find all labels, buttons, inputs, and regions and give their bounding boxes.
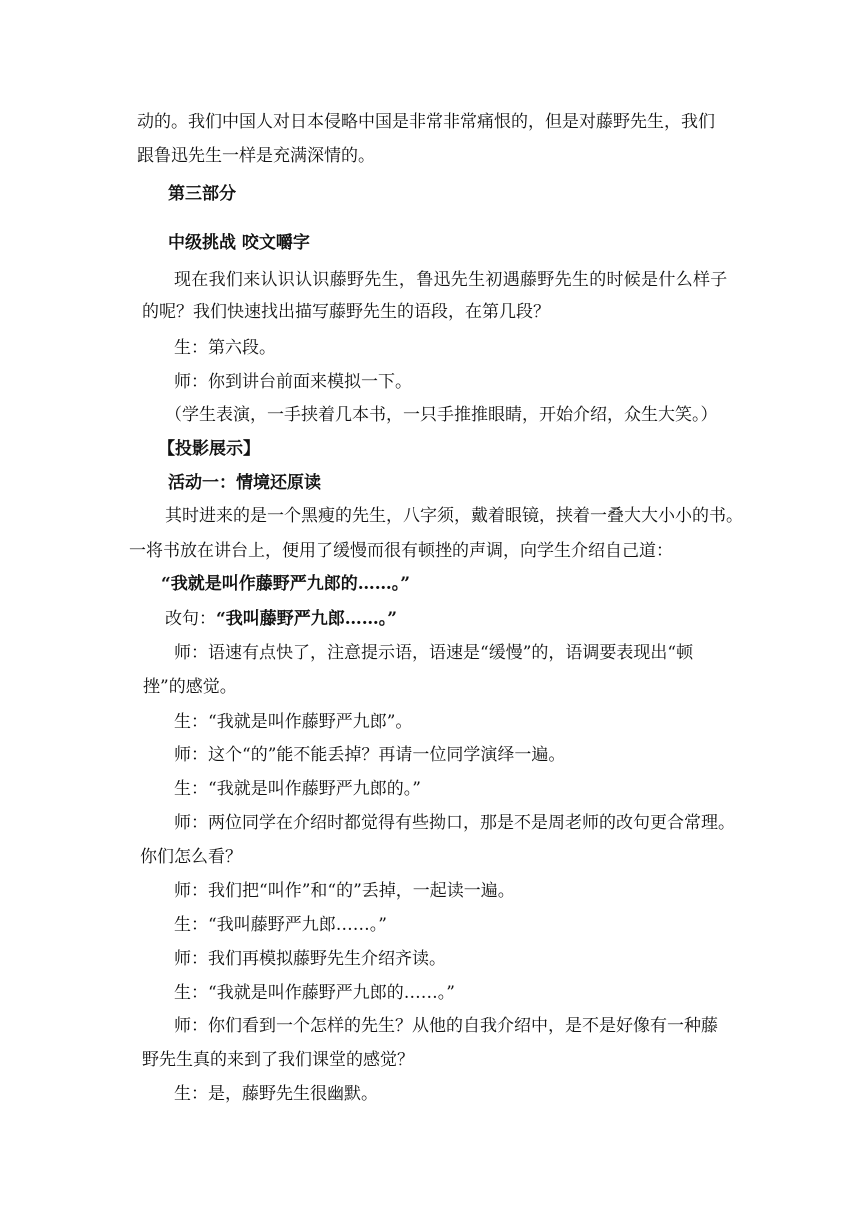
revised-sentence-line	[165, 608, 397, 630]
section-heading: 第三部分	[168, 184, 236, 204]
dialogue-line: 生：“我就是叫作藤野严九郎的。”	[174, 779, 421, 799]
dialogue-line: 师：语速有点快了，注意提示语，语速是“缓慢”的，语调要表现出“顿	[174, 643, 694, 663]
dialogue-line: 生：第六段。	[174, 338, 276, 358]
projection-heading: 【投影展示】	[158, 439, 260, 459]
paragraph-line: 的呢？我们快速找出描写藤野先生的语段，在第几段？	[142, 302, 550, 322]
dialogue-line: 你们怎么看？	[140, 847, 242, 867]
dialogue-line: 师：你到讲台前面来模拟一下。	[174, 372, 412, 392]
dialogue-line: 生：“我就是叫作藤野严九郎”。	[174, 712, 413, 732]
dialogue-line: 师：这个“的”能不能丢掉？再请一位同学演绎一遍。	[174, 745, 566, 765]
dialogue-line: 挫”的感觉。	[143, 677, 237, 697]
paragraph-line: 现在我们来认识认识藤野先生，鲁迅先生初遇藤野先生的时候是什么样子	[174, 270, 728, 290]
dialogue-line: 师：你们看到一个怎样的先生？从他的自我介绍中，是不是好像有一种藤	[174, 1016, 718, 1036]
dialogue-line: 师：我们把“叫作”和“的”丢掉，一起读一遍。	[174, 881, 515, 901]
activity-heading: 活动一：情境还原读	[168, 473, 321, 493]
revised-quote: “我叫藤野严九郎……。”	[216, 609, 398, 629]
dialogue-line: 生：“我就是叫作藤野严九郎的……。”	[174, 983, 455, 1003]
quoted-passage-line: 一将书放在讲台上，便用了缓慢而很有顿挫的声调，向学生介绍自己道：	[129, 541, 673, 561]
dialogue-line: 生：是，藤野先生很幽默。	[174, 1084, 378, 1104]
revised-label: 改句：	[165, 609, 216, 629]
stage-direction: （学生表演，一手挟着几本书，一只手推推眼睛，开始介绍，众生大笑。）	[165, 405, 718, 425]
dialogue-line: 师：两位同学在介绍时都觉得有些拗口，那是不是周老师的改句更合常理。	[174, 813, 735, 833]
bold-quote: “我就是叫作藤野严九郎的……。”	[161, 574, 411, 594]
dialogue-line: 野先生真的来到了我们课堂的感觉？	[142, 1050, 414, 1070]
challenge-heading: 中级挑战 咬文嚼字	[168, 233, 310, 253]
paragraph-line: 跟鲁迅先生一样是充满深情的。	[137, 146, 375, 166]
quoted-passage-line: 其时进来的是一个黑瘦的先生，八字须，戴着眼镜，挟着一叠大大小小的书。	[165, 506, 743, 526]
dialogue-line: 生：“我叫藤野严九郎……。”	[174, 915, 387, 935]
dialogue-line: 师：我们再模拟藤野先生介绍齐读。	[174, 949, 446, 969]
paragraph-line: 动的。我们中国人对日本侵略中国是非常非常痛恨的，但是对藤野先生，我们	[137, 112, 715, 132]
